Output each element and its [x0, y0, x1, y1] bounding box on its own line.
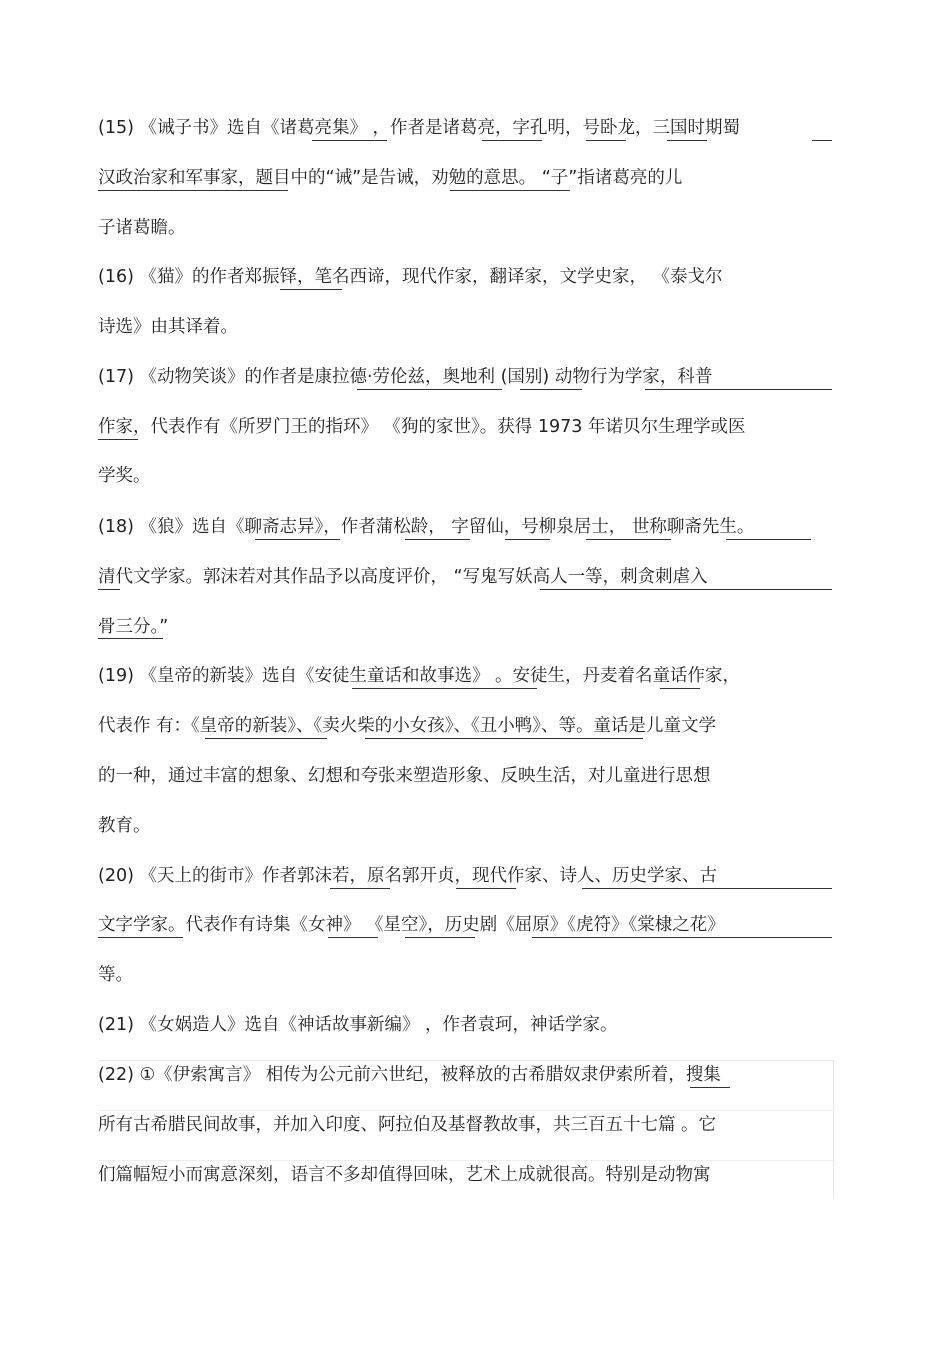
line-text: 子诸葛瞻。 [98, 218, 186, 238]
blank-underline [98, 589, 120, 590]
line-text: (16) 《猫》的作者郑振铎，笔名西谛，现代作家，翻译家，文学史家， 《泰戈尔 [98, 267, 723, 287]
blank-underline [726, 539, 811, 540]
line-text: (18) 《狼》选自《聊斋志异》，作者蒲松龄， 字留仙，号柳泉居士， 世称聊斋先生。 [98, 517, 755, 537]
blank-underline [98, 937, 183, 938]
line-text: 们篇幅短小而寓意深刻，语言不多却值得回味，艺术上成就很高。特别是动物寓 [98, 1165, 711, 1185]
blank-underline [586, 140, 626, 141]
row-separator [98, 1110, 833, 1111]
text-line [98, 415, 833, 439]
blank-underline [205, 738, 327, 739]
line-text: 文字学家。代表作有诗集《女神》 《星空》，历史剧《屈原》《虎符》《棠棣之花》 [98, 915, 725, 935]
blank-underline [405, 539, 470, 540]
blank-underline [667, 140, 707, 141]
line-text: 学奖。 [98, 466, 151, 486]
text-line [98, 814, 833, 838]
text-line [98, 365, 833, 389]
blank-underline [255, 539, 340, 540]
blank-underline [450, 190, 570, 191]
text-line [98, 464, 833, 488]
blank-underline [328, 937, 378, 938]
blank-underline [365, 738, 643, 739]
blank-underline [456, 888, 516, 889]
text-line [98, 1063, 833, 1087]
text-line [98, 1013, 833, 1037]
line-text: 作家，代表作有《所罗门王的指环》 《狗的家世》。获得 1973 年诺贝尔生理学或医 [98, 417, 746, 437]
line-text: (17) 《动物笑谈》的作者是康拉德·劳伦兹，奥地利 (国别) 动物行为学家，科普 [98, 367, 713, 387]
blank-underline [98, 439, 138, 440]
blank-underline [586, 539, 671, 540]
blank-underline [98, 190, 288, 191]
text-line [98, 664, 833, 688]
line-text: 诗选》由其译着。 [98, 317, 238, 337]
blank-underline [812, 140, 832, 141]
text-line [98, 265, 833, 289]
text-line [98, 864, 833, 888]
text-line [98, 166, 833, 190]
blank-underline [280, 289, 342, 290]
text-line [98, 116, 833, 140]
blank-underline [532, 937, 832, 938]
blank-underline [505, 539, 550, 540]
blank-underline [520, 389, 582, 390]
text-line [98, 764, 833, 788]
line-text: 汉政治家和军事家，题目中的“诫”是告诫，劝勉的意思。 “子”指诸葛亮的儿 [98, 168, 683, 188]
blank-underline [582, 888, 832, 889]
blank-underline [645, 389, 832, 390]
text-line [98, 714, 833, 738]
text-line [98, 615, 833, 639]
line-text: 所有古希腊民间故事，并加入印度、阿拉伯及基督教故事，共三百五十七篇 。它 [98, 1115, 717, 1135]
blank-underline [660, 688, 700, 689]
blank-underline [482, 140, 542, 141]
blank-underline [330, 888, 390, 889]
blank-underline [540, 589, 832, 590]
text-line [98, 1163, 833, 1187]
line-text: 清代文学家。郭沫若对其作品予以高度评价， “写鬼写妖高人一等，刺贪刺虐入 [98, 567, 708, 587]
line-text: 的一种，通过丰富的想象、幻想和夸张来塑造形象、反映生活，对儿童进行思想 [98, 766, 711, 786]
blank-underline [352, 688, 537, 689]
text-line [98, 216, 833, 240]
text-line [98, 565, 833, 589]
text-line [98, 1113, 833, 1137]
line-text: (19) 《皇帝的新装》选自《安徒生童话和故事选》 。安徒生，丹麦着名童话作家， [98, 666, 741, 686]
text-line [98, 315, 833, 339]
line-text: (22) ①《伊索寓言》 相传为公元前六世纪，被释放的古希腊奴隶伊索所着，搜集 [98, 1065, 721, 1085]
blank-underline [357, 389, 502, 390]
line-text: 等。 [98, 965, 133, 985]
line-text: 教育。 [98, 816, 151, 836]
blank-underline [405, 937, 475, 938]
row-separator [98, 1160, 833, 1161]
text-line [98, 913, 833, 937]
line-text: (21) 《女娲造人》选自《神话故事新编》 ，作者袁珂，神话学家。 [98, 1015, 618, 1035]
line-text: 代表作 有：《皇帝的新装》、《卖火柴的小女孩》、《丑小鸭》、等。童话是儿童文学 [98, 716, 717, 736]
line-text: (20) 《天上的街市》作者郭沫若，原名郭开贞，现代作家、诗人、历史学家、古 [98, 866, 717, 886]
text-line [98, 515, 833, 539]
text-line [98, 963, 833, 987]
line-text: (15) 《诫子书》选自《诸葛亮集》 ，作者是诸葛亮，字孔明，号卧龙，三国时期蜀 [98, 118, 741, 138]
line-text: 骨三分。” [98, 617, 169, 637]
blank-underline [98, 638, 163, 639]
blank-underline [312, 140, 387, 141]
blank-underline [690, 1087, 730, 1088]
